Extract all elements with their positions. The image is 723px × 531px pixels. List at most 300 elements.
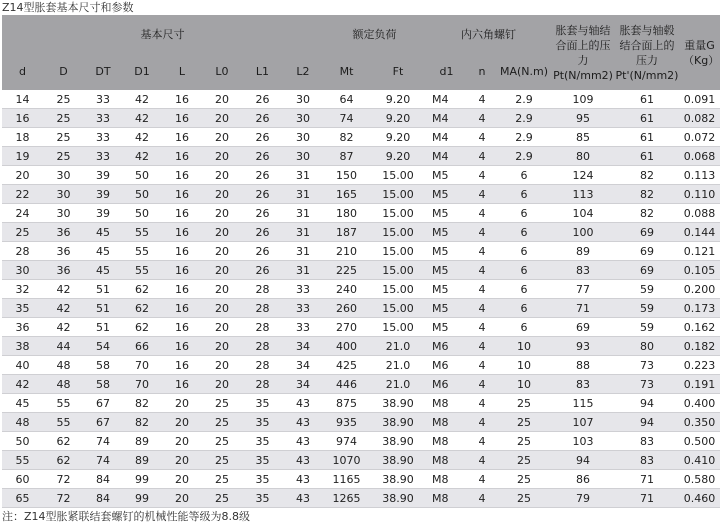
table-row — [2, 128, 720, 147]
col-header-3: D1 — [122, 53, 162, 90]
table-cell: 62 — [43, 451, 84, 470]
table-cell: 15.00 — [370, 204, 426, 223]
table-cell: 187 — [323, 223, 370, 242]
table-cell: 31 — [283, 185, 323, 204]
table-cell: 33 — [283, 318, 323, 337]
table-cell: 94 — [615, 413, 679, 432]
table-cell: 59 — [615, 299, 679, 318]
table-cell: 21.0 — [370, 337, 426, 356]
table-cell: 0.105 — [679, 261, 720, 280]
table-cell: 38.90 — [370, 432, 426, 451]
table-cell: 80 — [615, 337, 679, 356]
table-cell: 70 — [122, 375, 162, 394]
table-cell: 35 — [2, 299, 43, 318]
table-cell: 15.00 — [370, 299, 426, 318]
table-cell: 74 — [84, 432, 122, 451]
table-cell: 48 — [2, 413, 43, 432]
table-cell: 50 — [122, 204, 162, 223]
table-cell: 26 — [242, 128, 283, 147]
table-cell: 99 — [122, 489, 162, 508]
table-cell: 16 — [162, 90, 202, 109]
table-cell: 42 — [2, 375, 43, 394]
table-cell: 20 — [202, 375, 242, 394]
table-row — [2, 185, 720, 204]
table-cell: 38.90 — [370, 470, 426, 489]
table-cell: 16 — [162, 223, 202, 242]
table-cell: 64 — [323, 90, 370, 109]
table-cell: 43 — [283, 432, 323, 451]
table-cell: 16 — [162, 299, 202, 318]
table-cell: 35 — [242, 470, 283, 489]
table-cell: 35 — [242, 394, 283, 413]
table-cell: 26 — [242, 90, 283, 109]
table-cell: 95 — [551, 109, 615, 128]
table-cell: 39 — [84, 185, 122, 204]
table-cell: 20 — [202, 280, 242, 299]
table-cell: 33 — [283, 299, 323, 318]
table-cell: 20 — [162, 432, 202, 451]
table-cell: 4 — [467, 432, 497, 451]
col-shaft-pressure-label: 胀套与轴结合面上的压力 — [555, 23, 611, 67]
col-header-12: MA(N.m) — [497, 53, 551, 90]
table-cell: 0.110 — [679, 185, 720, 204]
table-cell: 0.500 — [679, 432, 720, 451]
table-cell: 61 — [615, 90, 679, 109]
table-cell: 28 — [242, 375, 283, 394]
table-cell: 6 — [497, 166, 551, 185]
table-cell: 30 — [283, 147, 323, 166]
group-basic-dimensions: 基本尺寸 — [2, 15, 323, 53]
table-cell: 34 — [283, 337, 323, 356]
table-cell: 31 — [283, 204, 323, 223]
table-row — [2, 375, 720, 394]
table-cell: 89 — [122, 451, 162, 470]
table-cell: 4 — [467, 128, 497, 147]
table-cell: 67 — [84, 394, 122, 413]
table-cell: 25 — [497, 432, 551, 451]
table-cell: 45 — [84, 261, 122, 280]
table-cell: 45 — [84, 242, 122, 261]
table-cell: 72 — [43, 470, 84, 489]
table-cell: 210 — [323, 242, 370, 261]
col-header-1: D — [43, 53, 84, 90]
table-cell: 73 — [615, 375, 679, 394]
table-cell: 15.00 — [370, 261, 426, 280]
table-cell: 104 — [551, 204, 615, 223]
table-row — [2, 280, 720, 299]
table-cell: 60 — [2, 470, 43, 489]
table-row — [2, 489, 720, 508]
table-cell: 80 — [551, 147, 615, 166]
table-cell: 25 — [43, 109, 84, 128]
table-cell: 0.072 — [679, 128, 720, 147]
table-cell: 50 — [122, 166, 162, 185]
table-cell: M6 — [426, 356, 467, 375]
table-cell: M5 — [426, 204, 467, 223]
table-cell: 61 — [615, 109, 679, 128]
table-cell: 16 — [162, 242, 202, 261]
table-cell: 20 — [202, 147, 242, 166]
table-cell: 25 — [497, 470, 551, 489]
table-cell: 109 — [551, 90, 615, 109]
table-cell: 24 — [2, 204, 43, 223]
table-cell: 42 — [43, 318, 84, 337]
table-cell: 43 — [283, 413, 323, 432]
table-row — [2, 299, 720, 318]
table-cell: 15.00 — [370, 185, 426, 204]
table-row — [2, 261, 720, 280]
table-cell: 22 — [2, 185, 43, 204]
table-cell: M5 — [426, 261, 467, 280]
table-cell: M4 — [426, 147, 467, 166]
table-cell: 30 — [283, 90, 323, 109]
table-cell: 84 — [84, 470, 122, 489]
table-cell: 400 — [323, 337, 370, 356]
table-cell: 28 — [242, 356, 283, 375]
table-cell: 100 — [551, 223, 615, 242]
table-cell: 4 — [467, 318, 497, 337]
table-cell: 31 — [283, 242, 323, 261]
table-cell: 30 — [283, 128, 323, 147]
table-row — [2, 166, 720, 185]
table-cell: 4 — [467, 489, 497, 508]
table-cell: 20 — [202, 166, 242, 185]
group-rated-load: 额定负荷 — [323, 15, 426, 53]
table-cell: 4 — [467, 451, 497, 470]
table-cell: M8 — [426, 432, 467, 451]
table-cell: 83 — [615, 432, 679, 451]
table-cell: 25 — [202, 432, 242, 451]
table-cell: 0.091 — [679, 90, 720, 109]
table-cell: 33 — [84, 128, 122, 147]
table-cell: 21.0 — [370, 356, 426, 375]
table-cell: 36 — [43, 261, 84, 280]
table-cell: 4 — [467, 147, 497, 166]
table-cell: 39 — [84, 204, 122, 223]
table-cell: 25 — [202, 470, 242, 489]
table-cell: 30 — [2, 261, 43, 280]
table-cell: 16 — [2, 109, 43, 128]
table-cell: 85 — [551, 128, 615, 147]
table-cell: 62 — [122, 318, 162, 337]
table-cell: 0.350 — [679, 413, 720, 432]
table-cell: 974 — [323, 432, 370, 451]
table-cell: 82 — [615, 204, 679, 223]
table-cell: 42 — [122, 109, 162, 128]
table-cell: 16 — [162, 128, 202, 147]
table-cell: 4 — [467, 90, 497, 109]
table-row — [2, 223, 720, 242]
table-cell: 1165 — [323, 470, 370, 489]
table-cell: 16 — [162, 204, 202, 223]
table-cell: 0.410 — [679, 451, 720, 470]
table-cell: 42 — [43, 280, 84, 299]
table-cell: 0.121 — [679, 242, 720, 261]
col-hub-pressure — [615, 15, 679, 90]
table-cell: 9.20 — [370, 109, 426, 128]
table-cell: 26 — [242, 166, 283, 185]
table-cell: 20 — [202, 223, 242, 242]
table-cell: 4 — [467, 166, 497, 185]
table-cell: 30 — [43, 185, 84, 204]
table-cell: 6 — [497, 261, 551, 280]
col-header-6: L1 — [242, 53, 283, 90]
table-cell: 150 — [323, 166, 370, 185]
table-cell: 9.20 — [370, 90, 426, 109]
table-cell: 16 — [162, 337, 202, 356]
table-cell: 0.191 — [679, 375, 720, 394]
table-cell: 35 — [242, 432, 283, 451]
table-cell: 42 — [122, 147, 162, 166]
table-cell: 26 — [242, 147, 283, 166]
table-cell: 113 — [551, 185, 615, 204]
table-cell: 0.113 — [679, 166, 720, 185]
table-cell: M5 — [426, 242, 467, 261]
col-header-11: n — [467, 53, 497, 90]
table-cell: 61 — [615, 147, 679, 166]
table-cell: 66 — [122, 337, 162, 356]
table-cell: 84 — [84, 489, 122, 508]
table-cell: M8 — [426, 413, 467, 432]
table-cell: 20 — [162, 451, 202, 470]
table-cell: 32 — [2, 280, 43, 299]
table-cell: M8 — [426, 451, 467, 470]
col-shaft-pressure-unit: Pt(N/mm2) — [553, 68, 613, 82]
table-cell: 25 — [202, 394, 242, 413]
table-cell: 33 — [283, 280, 323, 299]
table-cell: 83 — [551, 375, 615, 394]
table-cell: 20 — [162, 413, 202, 432]
table-cell: 4 — [467, 280, 497, 299]
table-cell: 20 — [202, 261, 242, 280]
table-row — [2, 394, 720, 413]
table-cell: 31 — [283, 261, 323, 280]
col-header-4: L — [162, 53, 202, 90]
table-cell: 25 — [497, 451, 551, 470]
table-cell: 0.173 — [679, 299, 720, 318]
table-cell: 50 — [122, 185, 162, 204]
table-cell: 20 — [162, 489, 202, 508]
table-cell: 2.9 — [497, 128, 551, 147]
col-weight: 重量G（Kg） — [679, 15, 720, 90]
table-cell: 2.9 — [497, 109, 551, 128]
table-cell: 51 — [84, 280, 122, 299]
table-row — [2, 90, 720, 109]
table-cell: 6 — [497, 280, 551, 299]
col-hub-pressure-unit: Pt'(N/mm2) — [615, 68, 679, 82]
table-cell: 94 — [551, 451, 615, 470]
table-body — [2, 90, 720, 508]
table-cell: 0.068 — [679, 147, 720, 166]
table-cell: 30 — [283, 109, 323, 128]
table-cell: 20 — [202, 90, 242, 109]
table-cell: 71 — [551, 299, 615, 318]
table-cell: 55 — [43, 413, 84, 432]
table-cell: 15.00 — [370, 280, 426, 299]
table-cell: 82 — [615, 166, 679, 185]
table-cell: 21.0 — [370, 375, 426, 394]
table-cell: 6 — [497, 185, 551, 204]
table-cell: 26 — [242, 185, 283, 204]
table-cell: 45 — [84, 223, 122, 242]
table-cell: 33 — [84, 147, 122, 166]
table-cell: M6 — [426, 375, 467, 394]
table-cell: 26 — [242, 204, 283, 223]
table-cell: 33 — [84, 90, 122, 109]
table-cell: 69 — [551, 318, 615, 337]
table-cell: 74 — [84, 451, 122, 470]
table-cell: 6 — [497, 318, 551, 337]
table-cell: 25 — [2, 223, 43, 242]
table-cell: 6 — [497, 204, 551, 223]
table-cell: 25 — [202, 451, 242, 470]
table-cell: 15.00 — [370, 318, 426, 337]
table-cell: 28 — [2, 242, 43, 261]
table-cell: 20 — [202, 356, 242, 375]
table-cell: 58 — [84, 375, 122, 394]
col-header-2: DT — [84, 53, 122, 90]
table-cell: 61 — [615, 128, 679, 147]
table-cell: 25 — [497, 394, 551, 413]
table-cell: 36 — [43, 242, 84, 261]
table-cell: 69 — [615, 261, 679, 280]
table-cell: 16 — [162, 109, 202, 128]
table-cell: 16 — [162, 356, 202, 375]
table-cell: 58 — [84, 356, 122, 375]
table-row — [2, 413, 720, 432]
col-hub-pressure-label: 胀套与轴毂结合面上的压力 — [619, 23, 675, 67]
table-cell: 0.182 — [679, 337, 720, 356]
table-cell: 4 — [467, 223, 497, 242]
table-cell: 71 — [615, 470, 679, 489]
table-cell: 48 — [43, 356, 84, 375]
table-cell: 28 — [242, 299, 283, 318]
table-cell: M5 — [426, 223, 467, 242]
table-cell: M4 — [426, 90, 467, 109]
table-cell: 55 — [122, 223, 162, 242]
table-cell: 62 — [122, 299, 162, 318]
table-cell: 6 — [497, 242, 551, 261]
table-cell: 83 — [615, 451, 679, 470]
table-cell: 82 — [122, 394, 162, 413]
table-cell: 4 — [467, 413, 497, 432]
table-cell: 89 — [122, 432, 162, 451]
table-cell: 26 — [242, 223, 283, 242]
table-cell: 72 — [43, 489, 84, 508]
table-cell: 16 — [162, 280, 202, 299]
table-cell: 25 — [497, 489, 551, 508]
table-cell: 26 — [242, 261, 283, 280]
table-cell: 19 — [2, 147, 43, 166]
col-header-0: d — [2, 53, 43, 90]
group-hex-screw: 内六角螺钉 — [426, 15, 551, 53]
table-cell: 25 — [202, 489, 242, 508]
table-cell: 2.9 — [497, 90, 551, 109]
table-cell: 28 — [242, 337, 283, 356]
table-cell: 25 — [43, 90, 84, 109]
table-cell: 0.162 — [679, 318, 720, 337]
table-row — [2, 337, 720, 356]
table-cell: 69 — [615, 242, 679, 261]
table-row — [2, 470, 720, 489]
table-cell: 69 — [615, 223, 679, 242]
table-row — [2, 109, 720, 128]
table-cell: 4 — [467, 394, 497, 413]
table-cell: 74 — [323, 109, 370, 128]
table-cell: 73 — [615, 356, 679, 375]
table-cell: 83 — [551, 261, 615, 280]
table-cell: 16 — [162, 185, 202, 204]
table-cell: 39 — [84, 166, 122, 185]
table-cell: 70 — [122, 356, 162, 375]
table-cell: 107 — [551, 413, 615, 432]
table-cell: 62 — [122, 280, 162, 299]
table-cell: M6 — [426, 337, 467, 356]
table-cell: 15.00 — [370, 166, 426, 185]
col-header-8: Mt — [323, 53, 370, 90]
table-row — [2, 356, 720, 375]
table-cell: 240 — [323, 280, 370, 299]
table-cell: 0.223 — [679, 356, 720, 375]
table-cell: 88 — [551, 356, 615, 375]
table-cell: 16 — [162, 147, 202, 166]
table-cell: 42 — [43, 299, 84, 318]
table-cell: 35 — [242, 489, 283, 508]
table-cell: 180 — [323, 204, 370, 223]
table-cell: 30 — [43, 166, 84, 185]
table-cell: 34 — [283, 356, 323, 375]
table-cell: 20 — [202, 128, 242, 147]
table-cell: 16 — [162, 166, 202, 185]
table-cell: 10 — [497, 356, 551, 375]
table-cell: 20 — [202, 204, 242, 223]
table-cell: 36 — [2, 318, 43, 337]
table-cell: 40 — [2, 356, 43, 375]
table-cell: 0.200 — [679, 280, 720, 299]
table-cell: 20 — [202, 185, 242, 204]
table-cell: 43 — [283, 470, 323, 489]
table-cell: 16 — [162, 375, 202, 394]
table-cell: 87 — [323, 147, 370, 166]
table-cell: 4 — [467, 185, 497, 204]
table-cell: 20 — [202, 337, 242, 356]
table-cell: 225 — [323, 261, 370, 280]
table-cell: 36 — [43, 223, 84, 242]
table-cell: M8 — [426, 394, 467, 413]
table-row — [2, 242, 720, 261]
table-row — [2, 318, 720, 337]
table-cell: 9.20 — [370, 147, 426, 166]
table-cell: 38.90 — [370, 413, 426, 432]
table-cell: 93 — [551, 337, 615, 356]
table-cell: 935 — [323, 413, 370, 432]
header-row-groups — [2, 15, 720, 53]
table-cell: 6 — [497, 223, 551, 242]
table-cell: 30 — [43, 204, 84, 223]
table-cell: 59 — [615, 318, 679, 337]
table-cell: 55 — [2, 451, 43, 470]
table-cell: 124 — [551, 166, 615, 185]
table-cell: 51 — [84, 318, 122, 337]
table-cell: 0.400 — [679, 394, 720, 413]
table-cell: M4 — [426, 109, 467, 128]
table-cell: 45 — [2, 394, 43, 413]
table-cell: 43 — [283, 489, 323, 508]
table-cell: 4 — [467, 375, 497, 394]
table-cell: 28 — [242, 280, 283, 299]
table-cell: 33 — [84, 109, 122, 128]
table-cell: 4 — [467, 299, 497, 318]
